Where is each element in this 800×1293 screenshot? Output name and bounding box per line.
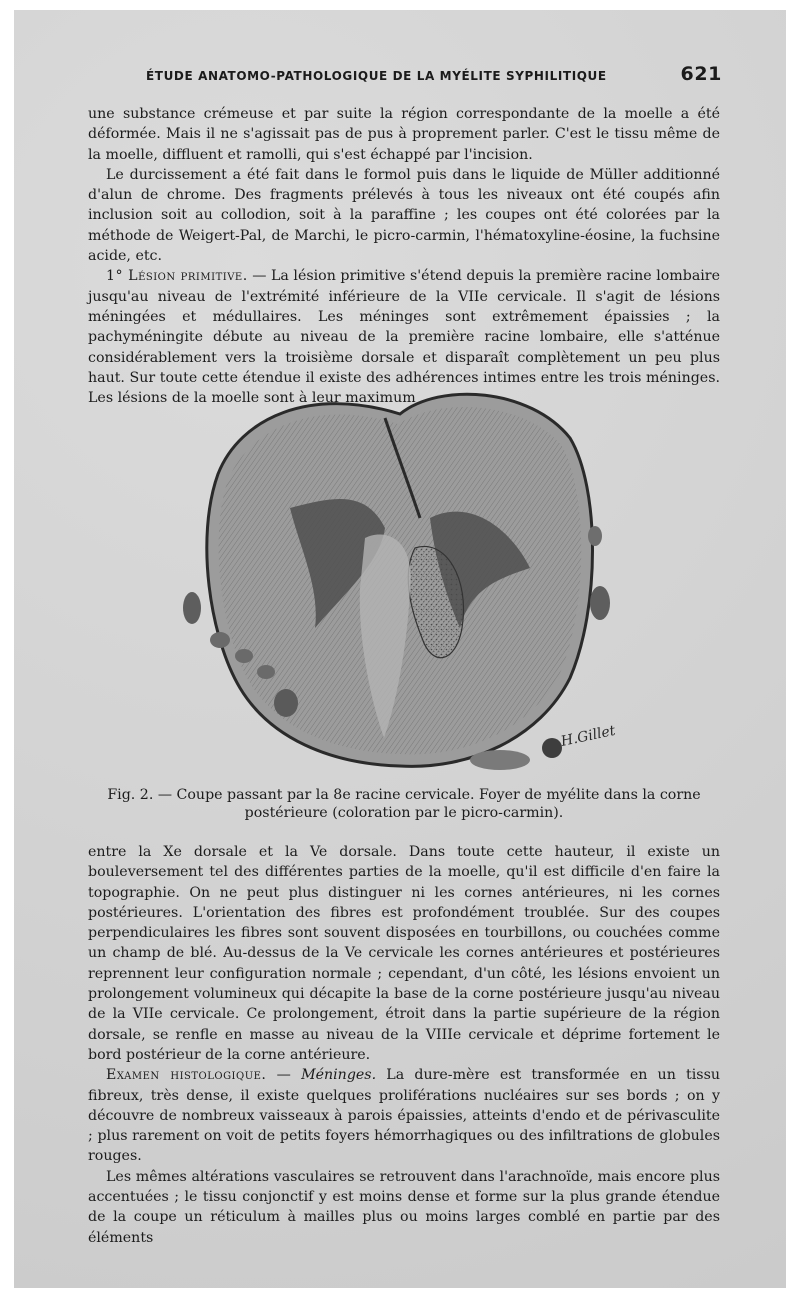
paragraph-histology-body: La dure-mère est transformée en un tissu fibreux, très dense, il existe quelques proliférations nucléaires sur ses bords ; on y découvre de nombreux vaisseaux à parois épaissies, atteints d'endo et de périvasculite ; plus rarement on voit de petits foyers hémorrhagiques ou des infiltrations de globules rouges. (88, 1067, 720, 1165)
paragraph-primary-lesion-body: — La lésion primitive s'étend depuis la première racine lombaire jusqu'au niveau de l'extrémité inférieure de la VIIe cervicale. Il s'agit de lésions méningées et médullaires. Les méninges sont extrêmement épaissies ; la pachyméningite débute au niveau de la première racine lombaire, elle s'atténue considérablement vers la troisième dorsale et disparaît complètement un peu plus haut. Sur toute cette étendue il existe des adhérences intimes entre les trois méninges. Les lésions de la moelle sont à leur maximum (88, 268, 720, 407)
caption-line-2: postérieure (coloration par le picro-carmin). (244, 805, 564, 821)
section-heading-histology: Examen histologique. (106, 1067, 267, 1084)
vessel-nodule (257, 665, 275, 679)
section-heading-primary-lesion: 1° Lésion primitive. (106, 268, 248, 285)
text-block-top (88, 104, 720, 408)
histology-dash: — (266, 1067, 302, 1084)
artist-signature: H.Gillet (559, 722, 617, 750)
vessel-nodule (210, 632, 230, 648)
vessel-nodule (274, 689, 298, 717)
vessel-nodule (588, 526, 602, 546)
paragraph-arachnoid: Les mêmes altérations vasculaires se retrouvent dans l'arachnoïde, mais encore plus accentuées ; le tissu conjonctif y est moins dense et forme sur la plus grande étendue de la coupe un réticulum à mailles plus ou moins larges comblé en partie par des éléments (88, 1168, 720, 1246)
paragraph-histology (88, 1065, 720, 1166)
subheading-meninges: Méninges. (301, 1067, 377, 1084)
paragraph-lesion-extent: entre la Xe dorsale et la Ve dorsale. Dans toute cette hauteur, il existe un bouleversement tel des différentes parties de la moelle, qu'il est difficile d'en faire la topographie. On ne peut plus distinguer ni les cornes antérieures, ni les cornes postérieures. L'orientation des fibres est profondément troublée. Sur des coupes perpendiculaires les fibres sont souvent disposées en tourbillons, ou couchées comme un champ de blé. Au-dessus de la Ve cervicale les cornes antérieures et postérieures reprennent leur configuration normale ; cependant, d'un côté, les lésions envoient un prolongement volumineux qui décapite la base de la corne postérieure jusqu'au niveau de la VIIe cervicale. Ce prolongement, étroit dans la partie supérieure de la région dorsale, se renfle en masse au niveau de la VIIIe cervicale et déprime fortement le bord postérieur de la corne antérieure. (88, 844, 720, 1063)
page-number: 621 (680, 63, 722, 85)
running-title: ÉTUDE ANATOMO-PATHOLOGIQUE DE LA MYÉLITE SYPHILITIQUE (146, 69, 607, 83)
paragraph-continuation: une substance crémeuse et par suite la région correspondante de la moelle a été déformée. Mais il ne s'agissait pas de pus à proprement parler. C'est le tissu même de la moelle, diffluent et ramolli, qui s'est échappé par l'incision. (88, 106, 720, 163)
vessel-nodule (183, 592, 201, 624)
vessel-nodule (542, 738, 562, 758)
page-header (120, 63, 722, 89)
vessel-nodule (235, 649, 253, 663)
text-block-bottom (88, 842, 720, 1248)
caption-line-1: Fig. 2. — Coupe passant par la 8e racine cervicale. Foyer de myélite dans la corne (107, 787, 701, 803)
figure-caption (88, 786, 720, 822)
paragraph-hardening: Le durcissement a été fait dans le formol puis dans le liquide de Müller additionné d'alun de chrome. Des fragments prélevés à tous les niveaux ont été coupés afin inclusion soit au collodion, soit à la paraffine ; les coupes ont été colorées par la méthode de Weigert-Pal, de Marchi, le picro-carmin, l'hématoxyline-éosine, la fuchsine acide, etc. (88, 166, 720, 265)
vessel-nodule (590, 586, 610, 620)
figure-spinal-cord-section (170, 378, 620, 780)
vessel-nodule (470, 750, 530, 770)
